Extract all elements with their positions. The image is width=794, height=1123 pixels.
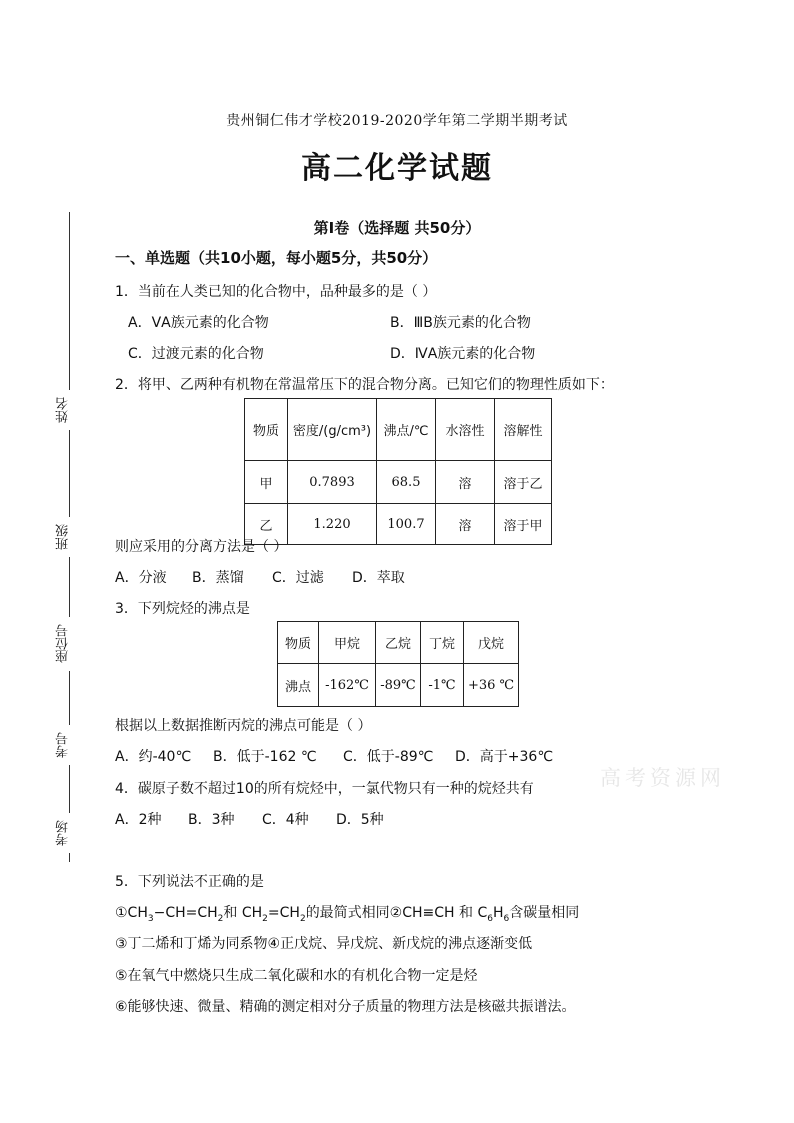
q1-option-a: A．ⅤA族元素的化合物 [128, 315, 269, 331]
q4-option-a: A．2种 [115, 812, 162, 828]
q2-property-table [244, 398, 552, 545]
q3-option-c: C．低于-89℃ [343, 749, 434, 765]
q1-stem: 1．当前在人类已知的化合物中，品种最多的是（ ） [115, 284, 437, 300]
table-row [245, 504, 552, 545]
table-cell: +36 ℃ [464, 664, 519, 707]
table-cell: 乙 [245, 504, 288, 545]
table-header-cell: 甲烷 [319, 622, 376, 664]
q3-question: 根据以上数据推断丙烷的沸点可能是（ ） [115, 718, 372, 734]
q2-question: 则应采用的分离方法是（ ） [115, 539, 288, 555]
table-header-cell: 沸点/℃ [377, 399, 436, 461]
q4-stem: 4．碳原子数不超过10的所有烷烃中，一氯代物只有一种的烷烃共有 [115, 781, 534, 797]
q2-stem: 2．将甲、乙两种有机物在常温常压下的混合物分离。已知它们的物理性质如下： [115, 377, 614, 393]
side-label-seat: 座位号 [52, 617, 76, 671]
q2-option-a: A．分液 [115, 570, 167, 586]
table-cell: 沸点 [278, 664, 319, 707]
q3-option-a: A．约-40℃ [115, 749, 192, 765]
q3-boiling-point-table [277, 621, 519, 707]
table-cell: 1.220 [288, 504, 377, 545]
q5-statement-3-4: ③丁二烯和丁烯为同系物④正戊烷、异戊烷、新戊烷的沸点逐渐变低 [115, 936, 533, 952]
table-cell: 溶于甲 [495, 504, 552, 545]
exam-title: 高二化学试题 [301, 151, 493, 186]
table-header-cell: 物质 [278, 622, 319, 664]
table-header-row [278, 622, 519, 664]
q2-option-b: B．蒸馏 [192, 570, 244, 586]
q5-statement-5: ⑤在氧气中燃烧只生成二氧化碳和水的有机化合物一定是烃 [115, 968, 478, 984]
q4-option-d: D．5种 [336, 812, 384, 828]
side-label-name: 姓名 [52, 390, 76, 430]
table-cell: 0.7893 [288, 461, 377, 504]
table-cell: -89℃ [376, 664, 421, 707]
q5-statement-1-2: $①CH_3-CH=CH_2$和 $CH_2=CH_2$的最简式相同②CH≡CH 和 $C_6H_6$含碳量相同 [115, 905, 580, 924]
side-label-class: 班级 [52, 517, 76, 557]
table-row [245, 461, 552, 504]
table-header-cell: 戊烷 [464, 622, 519, 664]
side-label-exam-number: 考号 [52, 725, 76, 765]
table-cell: 溶 [436, 461, 495, 504]
q3-stem: 3．下列烷烃的沸点是 [115, 601, 250, 617]
table-header-cell: 水溶性 [436, 399, 495, 461]
table-header-cell: 丁烷 [421, 622, 464, 664]
table-cell: 溶于乙 [495, 461, 552, 504]
q1-option-d: D．ⅣA族元素的化合物 [390, 346, 536, 362]
q1-option-b: B．ⅢB族元素的化合物 [390, 315, 531, 331]
q3-option-b: B．低于-162 ℃ [213, 749, 317, 765]
q5-stem: 5．下列说法不正确的是 [115, 874, 264, 890]
q4-option-c: C．4种 [262, 812, 309, 828]
q1-option-c: C．过渡元素的化合物 [128, 346, 264, 362]
q3-option-d: D．高于+36℃ [455, 749, 554, 765]
table-row [278, 664, 519, 707]
table-cell: 甲 [245, 461, 288, 504]
table-header-cell: 乙烷 [376, 622, 421, 664]
table-cell: -162℃ [319, 664, 376, 707]
section-title: 一、单选题（共10小题，每小题5分，共50分） [115, 249, 438, 267]
side-label-exam-room: 考场 [52, 813, 76, 853]
table-header-cell: 溶解性 [495, 399, 552, 461]
table-header-row [245, 399, 552, 461]
table-cell: 68.5 [377, 461, 436, 504]
part-title: 第Ⅰ卷（选择题 共50分） [313, 219, 481, 237]
q5-statement-6: ⑥能够快速、微量、精确的测定相对分子质量的物理方法是核磁共振谱法。 [115, 999, 576, 1015]
table-header-cell: 密度/(g/cm³) [288, 399, 377, 461]
q2-option-c: C．过滤 [272, 570, 324, 586]
q2-option-d: D．萃取 [352, 570, 405, 586]
table-cell: 溶 [436, 504, 495, 545]
table-cell: 100.7 [377, 504, 436, 545]
q4-option-b: B．3种 [188, 812, 235, 828]
school-header: 贵州铜仁伟才学校2019-2020学年第二学期半期考试 [226, 113, 568, 129]
table-cell: -1℃ [421, 664, 464, 707]
table-header-cell: 物质 [245, 399, 288, 461]
watermark: 高考资源网 [600, 766, 725, 790]
